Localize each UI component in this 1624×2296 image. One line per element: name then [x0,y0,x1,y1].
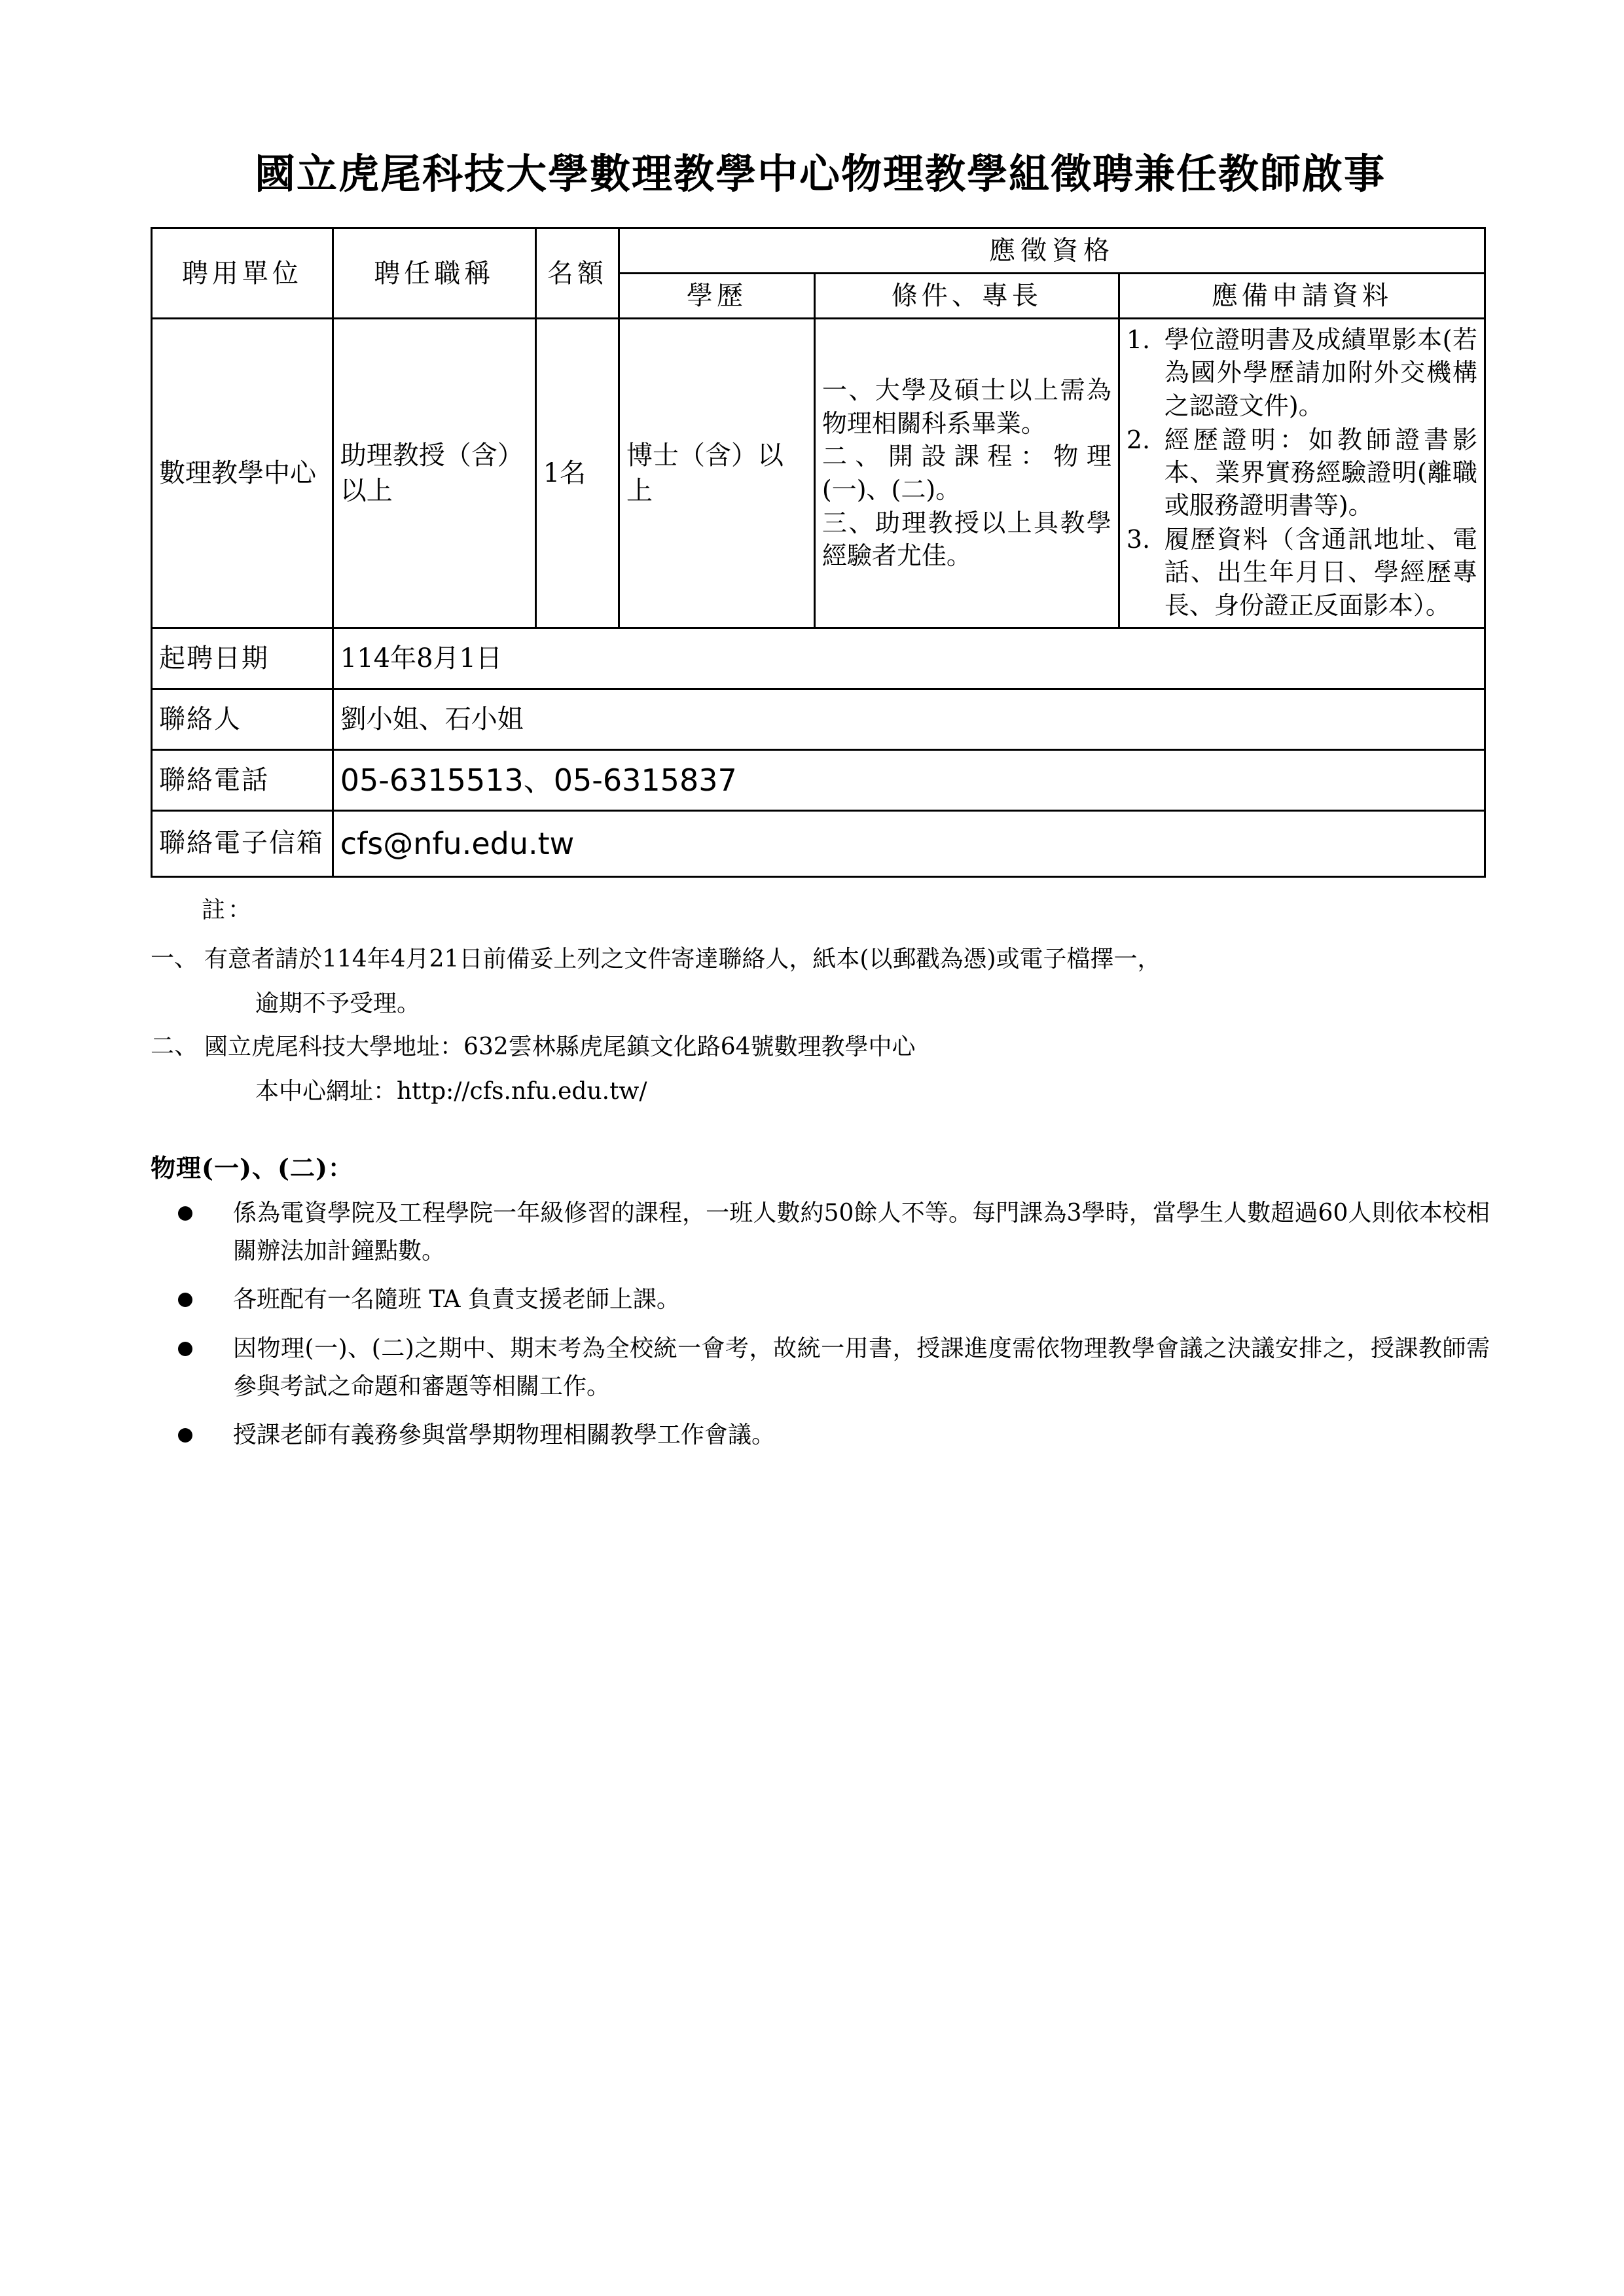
list-item [151,1194,1490,1271]
cell-job-title-text: 助理教授（含）以上 [340,440,524,506]
list-item [151,1330,1490,1407]
physics-bullet-text-3: 因物理(一)、(二)之期中、期末考為全校統一會考，故統一用書，授課進度需依物理教學會議之決議安排之，授課教師需參與考試之命題和審題等相關工作。 [233,1335,1490,1400]
physics-bullet-text-4: 授課老師有義務參與當學期物理相關教學工作會議。 [233,1422,776,1449]
note-marker-1: 一、 [151,944,198,972]
page-title: 國立虎尾科技大學數理教學中心物理教學組徵聘兼任教師啟事 [254,150,1386,198]
cell-education [619,319,815,628]
col-header-conditions: 條件、專長 [814,274,1119,319]
label-contact-phone: 聯絡電話 [152,749,333,810]
cell-quota [535,319,619,628]
condition-item-3: 三、助理教授以上具教學經驗者尤佳。 [821,508,1111,571]
notes-section [151,892,1490,1111]
info-row-start-date [152,628,1485,689]
value-contact-email: cfs@nfu.edu.tw [333,810,1485,876]
cell-conditions [814,319,1119,628]
cell-unit [152,319,333,628]
bullet-dot-icon [178,1293,192,1307]
cell-job-title [333,319,535,628]
notes-heading: 註： [202,896,255,924]
bullet-dot-icon [178,1428,192,1443]
cell-unit-text: 數理教學中心 [159,458,316,488]
note-item-2 [151,1028,1490,1066]
physics-heading: 物理(一)、(二)： [151,1153,353,1183]
label-contact-person: 聯絡人 [152,689,333,749]
note-text-1: 有意者請於114年4月21日前備妥上列之文件寄達聯絡人，紙本(以郵戳為憑)或電子檔擇一， [204,945,1161,973]
cell-quota-text: 1名 [543,458,586,488]
table-body [152,319,1485,876]
note-continuation-1: 逾期不予受理。 [255,990,421,1017]
list-item [151,1281,1490,1319]
physics-bullet-text-1: 係為電資學院及工程學院一年級修習的課程，一班人數約50餘人不等。每門課為3學時，當學生人數超過60人則依本校相關辦法加計鐘點數。 [233,1199,1490,1265]
cell-education-text: 博士（含）以上 [626,440,784,506]
condition-item-1: 一、大學及碩士以上需為物理相關科系畢業。 [821,376,1111,438]
value-contact-person: 劉小姐、石小姐 [333,689,1485,749]
note-marker-2: 二、 [151,1033,198,1060]
physics-bullet-list [151,1194,1490,1455]
note-text-2: 國立虎尾科技大學地址：632雲林縣虎尾鎮文化路64號數理教學中心 [204,1033,916,1061]
col-header-qualification-group: 應徵資格 [619,228,1485,274]
col-header-job-title: 聘任職稱 [333,228,535,319]
col-header-required-documents: 應備申請資料 [1119,274,1485,319]
info-row-contact-phone [152,749,1485,810]
value-start-date: 114年8月1日 [333,628,1485,689]
info-row-contact-email [152,810,1485,876]
document-item-3: 履歷資料（含通訊地址、電話、出生年月日、學經歷專長、身份證正反面影本）。 [1164,525,1477,620]
col-header-quota: 名額 [535,228,619,319]
note-continuation-2: 本中心網址：http://cfs.nfu.edu.tw/ [255,1078,647,1105]
required-documents-list [1127,323,1477,621]
condition-item-2: 二、開設課程：物理(一)、(二)。 [821,442,1111,504]
col-header-education: 學歷 [619,274,815,319]
document-item-2: 經歷證明：如教師證書影本、業界實務經驗證明(離職或服務證明書等)。 [1164,425,1477,520]
document-item-1: 學位證明書及成績單影本(若為國外學歷請加附外交機構之認證文件)。 [1164,325,1477,420]
bullet-dot-icon [178,1206,192,1221]
table-header [152,228,1485,319]
recruitment-table [151,227,1486,877]
physics-section [151,1148,1490,1455]
note-item-1 [151,941,1490,978]
col-header-unit: 聘用單位 [152,228,333,319]
table-header-row-1 [152,228,1485,274]
physics-bullet-text-2: 各班配有一名隨班 TA 負責支援老師上課。 [233,1286,680,1314]
label-contact-email: 聯絡電子信箱 [152,810,333,876]
list-item [151,1416,1490,1454]
label-start-date: 起聘日期 [152,628,333,689]
value-contact-phone: 05-6315513、05-6315837 [333,749,1485,810]
bullet-dot-icon [178,1342,192,1356]
info-row-contact-person [152,689,1485,749]
cell-required-documents [1119,319,1485,628]
table-row [152,319,1485,628]
